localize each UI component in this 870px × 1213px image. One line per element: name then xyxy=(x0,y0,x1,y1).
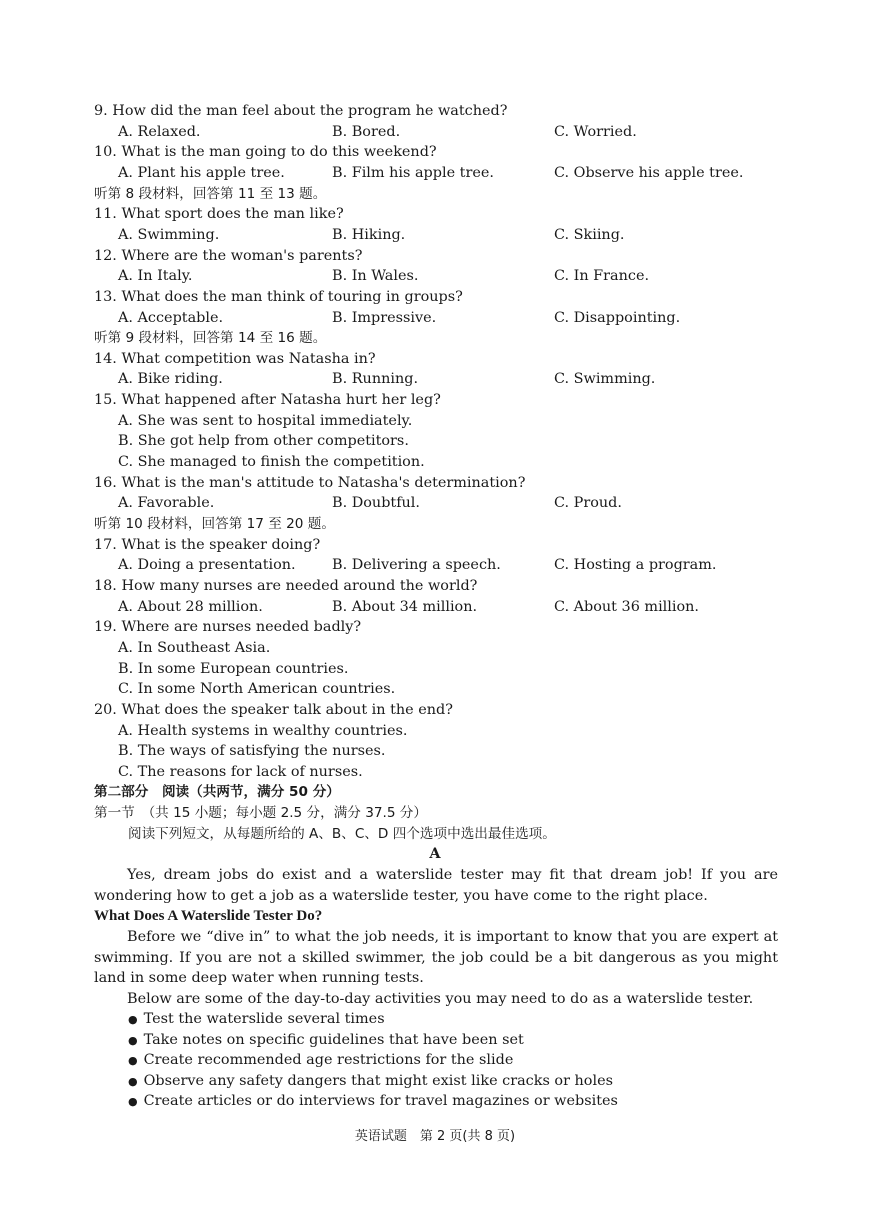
answer-option: B. Delivering a speech. xyxy=(332,557,501,574)
answer-option: B. Hiking. xyxy=(332,226,406,243)
bullet-item xyxy=(128,1071,613,1092)
answer-option: C. In some North American countries. xyxy=(118,681,396,698)
option-row xyxy=(118,493,778,513)
answer-option: C. Skiing. xyxy=(554,226,625,243)
bullet-text: Create recommended age restrictions for the slide xyxy=(143,1052,514,1069)
answer-option: B. In some European countries. xyxy=(118,660,349,677)
question-stem: 12. Where are the woman's parents? xyxy=(94,247,363,264)
answer-option: B. Doubtful. xyxy=(332,495,420,512)
answer-option: A. Bike riding. xyxy=(118,371,223,388)
answer-option: A. Relaxed. xyxy=(118,123,201,140)
answer-option: A. Doing a presentation. xyxy=(118,557,296,574)
question-stem: 16. What is the man's attitude to Natasha's determination? xyxy=(94,474,526,491)
answer-option: B. The ways of satisfying the nurses. xyxy=(118,743,386,760)
question-stem: 13. What does the man think of touring in groups? xyxy=(94,288,463,305)
answer-option: A. In Italy. xyxy=(118,268,193,285)
bullet-item xyxy=(128,1050,513,1071)
option-row xyxy=(118,163,778,183)
page-footer: 英语试题 第 2 页(共 8 页) xyxy=(354,1129,516,1144)
answer-option: A. About 28 million. xyxy=(118,598,263,615)
answer-option: A. Swimming. xyxy=(118,226,220,243)
bullet-text: Observe any safety dangers that might exist like cracks or holes xyxy=(143,1072,613,1089)
answer-option: C. Proud. xyxy=(554,495,622,512)
section-instruction: 听第 8 段材料，回答第 11 至 13 题。 xyxy=(94,185,327,202)
answer-option: B. Impressive. xyxy=(332,309,437,326)
section-instruction: 听第 10 段材料，回答第 17 至 20 题。 xyxy=(94,516,335,532)
option-row xyxy=(118,369,778,389)
part-title: 第二部分 阅读（共两节，满分 50 分） xyxy=(94,784,340,800)
question-stem: 14. What competition was Natasha in? xyxy=(94,350,376,367)
question-stem: 15. What happened after Natasha hurt her leg? xyxy=(94,392,441,409)
answer-option: A. Favorable. xyxy=(118,495,215,512)
answer-option: A. She was sent to hospital immediately. xyxy=(118,412,413,429)
answer-option: C. About 36 million. xyxy=(554,598,699,615)
option-row xyxy=(118,122,778,142)
passage-heading: What Does A Waterslide Tester Do? xyxy=(94,908,323,924)
question-stem: 18. How many nurses are needed around the world? xyxy=(94,577,478,594)
answer-option: B. Bored. xyxy=(332,123,401,140)
reading-instruction: 阅读下列短文，从每题所给的 A、B、C、D 四个选项中选出最佳选项。 xyxy=(128,826,556,842)
question-stem: 19. Where are nurses needed badly? xyxy=(94,619,362,636)
question-stem: 10. What is the man going to do this weekend? xyxy=(94,144,437,161)
option-row xyxy=(118,597,778,617)
bullet-item xyxy=(128,1030,524,1051)
option-row xyxy=(118,266,778,286)
answer-option: C. Hosting a program. xyxy=(554,557,717,574)
bullet-text: Create articles or do interviews for travel magazines or websites xyxy=(143,1093,618,1110)
answer-option: C. She managed to finish the competition. xyxy=(118,454,425,471)
answer-option: A. Plant his apple tree. xyxy=(118,164,285,181)
answer-option: C. The reasons for lack of nurses. xyxy=(118,763,363,780)
answer-option: C. Swimming. xyxy=(554,371,656,388)
question-stem: 20. What does the speaker talk about in the end? xyxy=(94,701,453,718)
bullet-icon: ● xyxy=(128,1074,138,1088)
question-stem: 17. What is the speaker doing? xyxy=(94,536,321,553)
option-row xyxy=(118,225,778,245)
passage-paragraph: Yes, dream jobs do exist and a waterslide tester may fit that dream job! If you are wondering how to get a job as a waterslide tester, you have come to the right place. xyxy=(94,867,778,904)
answer-option: C. In France. xyxy=(554,268,650,285)
section-instruction: 听第 9 段材料，回答第 14 至 16 题。 xyxy=(94,330,327,347)
answer-option: A. In Southeast Asia. xyxy=(118,639,271,656)
bullet-text: Test the waterslide several times xyxy=(143,1011,385,1027)
section-title: 第一节 （共 15 小题；每小题 2.5 分，满分 37.5 分） xyxy=(94,805,427,821)
bullet-icon: ● xyxy=(128,1013,138,1026)
question-stem: 11. What sport does the man like? xyxy=(94,206,344,223)
bullet-icon: ● xyxy=(128,1033,138,1047)
answer-option: B. Running. xyxy=(332,371,419,388)
answer-option: B. Film his apple tree. xyxy=(332,164,494,181)
answer-option: A. Acceptable. xyxy=(118,309,224,326)
answer-option: A. Health systems in wealthy countries. xyxy=(118,722,408,739)
bullet-icon: ● xyxy=(128,1095,138,1109)
answer-option: C. Disappointing. xyxy=(554,309,681,326)
bullet-item xyxy=(128,1009,385,1030)
bullet-icon: ● xyxy=(128,1054,138,1068)
answer-option: B. About 34 million. xyxy=(332,598,478,615)
answer-option: C. Observe his apple tree. xyxy=(554,164,744,181)
answer-option: C. Worried. xyxy=(554,123,637,140)
answer-option: B. In Wales. xyxy=(332,268,419,285)
option-row xyxy=(118,555,778,575)
bullet-item xyxy=(128,1091,618,1112)
option-row xyxy=(118,308,778,328)
passage-paragraph: Below are some of the day-to-day activities you may need to do as a waterslide tester. xyxy=(127,991,754,1007)
passage-letter: A xyxy=(429,845,441,862)
question-stem: 9. How did the man feel about the program he watched? xyxy=(94,103,508,119)
passage-paragraph: Before we “dive in” to what the job needs, it is important to know that you are expert at swimming. If you are not a skilled swimmer, the job could be a bit dangerous as you might land in some deep water when running tests. xyxy=(94,929,778,987)
answer-option: B. She got help from other competitors. xyxy=(118,433,409,450)
bullet-text: Take notes on specific guidelines that have been set xyxy=(143,1031,524,1048)
